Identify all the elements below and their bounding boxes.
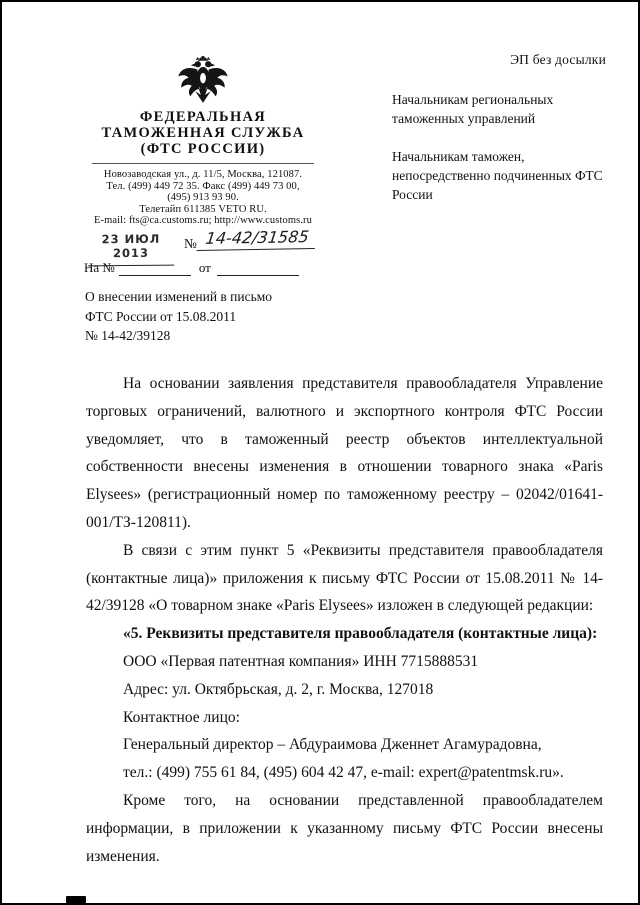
- org-address-line-5: E-mail: fts@ca.customs.ru; http://www.customs.ru: [94, 215, 312, 227]
- subject-block: [85, 287, 335, 346]
- reply-reference-line: [84, 260, 334, 276]
- company-line: ООО «Первая патентная компания» ИНН 7715888531: [123, 652, 479, 670]
- director-line: Генеральный директор – Абдураимова Дженнет Агамурадовна,: [123, 736, 542, 754]
- org-name-line-1: ФЕДЕРАЛЬНАЯ: [139, 109, 267, 125]
- org-address-line-4: Телетайп 611385 VETO RU.: [139, 203, 267, 215]
- emblem-wrap: [78, 54, 328, 106]
- org-address-line-2: Тел. (499) 449 72 35. Факс (499) 449 73 00,: [106, 180, 300, 192]
- reply-number-blank: [119, 262, 191, 276]
- coat-of-arms-icon: [177, 54, 229, 104]
- org-address-line-1: Новозаводская ул., д. 11/5, Москва, 121087.: [103, 169, 303, 180]
- requisites-heading: «5. Реквизиты представителя правообладателя (контактные лица):: [123, 625, 598, 643]
- body-paragraph-1: На основании заявления представителя правообладателя Управление торговых ограничений, валютного и экспортного контроля ФТС России уведомляет, что в таможенный реестр объектов интеллектуальной собственности внесены изменения в отношении товарного знака «Paris Elysees» (регистрационный номер по таможенному реестру – 02042/01641-001/ТЗ-120811).: [86, 375, 603, 531]
- subject-line-2: ФТС России от 15.08.2011: [85, 308, 237, 324]
- addressee-block-1: Начальникам региональных таможенных управлений: [392, 92, 554, 126]
- letterhead: [78, 54, 328, 227]
- body-paragraph-9: Кроме того, на основании представленной правообладателем информации, в приложении к указанному письму ФТС России внесены изменения.: [86, 791, 603, 865]
- contact-person-label: Контактное лицо:: [123, 708, 240, 726]
- reply-to-label: На №: [84, 260, 115, 275]
- reference-line: [84, 227, 334, 261]
- org-name-line-3: (ФТС РОССИИ): [140, 141, 266, 157]
- letterhead-divider: [92, 163, 314, 164]
- phone-email-line: тел.: (499) 755 61 84, (495) 604 42 47, e-mail: expert@patentmsk.ru».: [123, 764, 564, 782]
- reply-from-label: от: [198, 260, 211, 275]
- date-stamp: 23 ИЮЛ 2013: [88, 232, 174, 267]
- addressee-block-2: Начальникам таможен, непосредственно подчиненных ФТС России: [392, 149, 603, 202]
- subject-line-3: № 14-42/39128: [85, 328, 171, 343]
- org-address-line-3: (495) 913 93 90.: [167, 192, 239, 204]
- addressees: [392, 90, 614, 204]
- ep-note: ЭП без досылки: [510, 52, 606, 67]
- body-paragraph-2: В связи с этим пункт 5 «Реквизиты представителя правообладателя (контактные лица)» приложения к письму ФТС России от 15.08.2011 № 14-42/39128 «О товарном знаке «Paris Elysees» изложен в следующей редакции:: [86, 541, 603, 615]
- subject-line-1: О внесении изменений в письмо: [85, 289, 273, 304]
- number-sign: №: [184, 236, 197, 251]
- outgoing-number-handwritten: 14-42/31585: [197, 227, 318, 251]
- scan-artifact: [66, 896, 86, 903]
- address-line: Адрес: ул. Октябрьская, д. 2, г. Москва, 127018: [123, 680, 434, 698]
- org-name-line-2: ТАМОЖЕННАЯ СЛУЖБА: [101, 125, 305, 141]
- letter-body: [86, 370, 603, 870]
- reply-date-blank: [217, 262, 299, 276]
